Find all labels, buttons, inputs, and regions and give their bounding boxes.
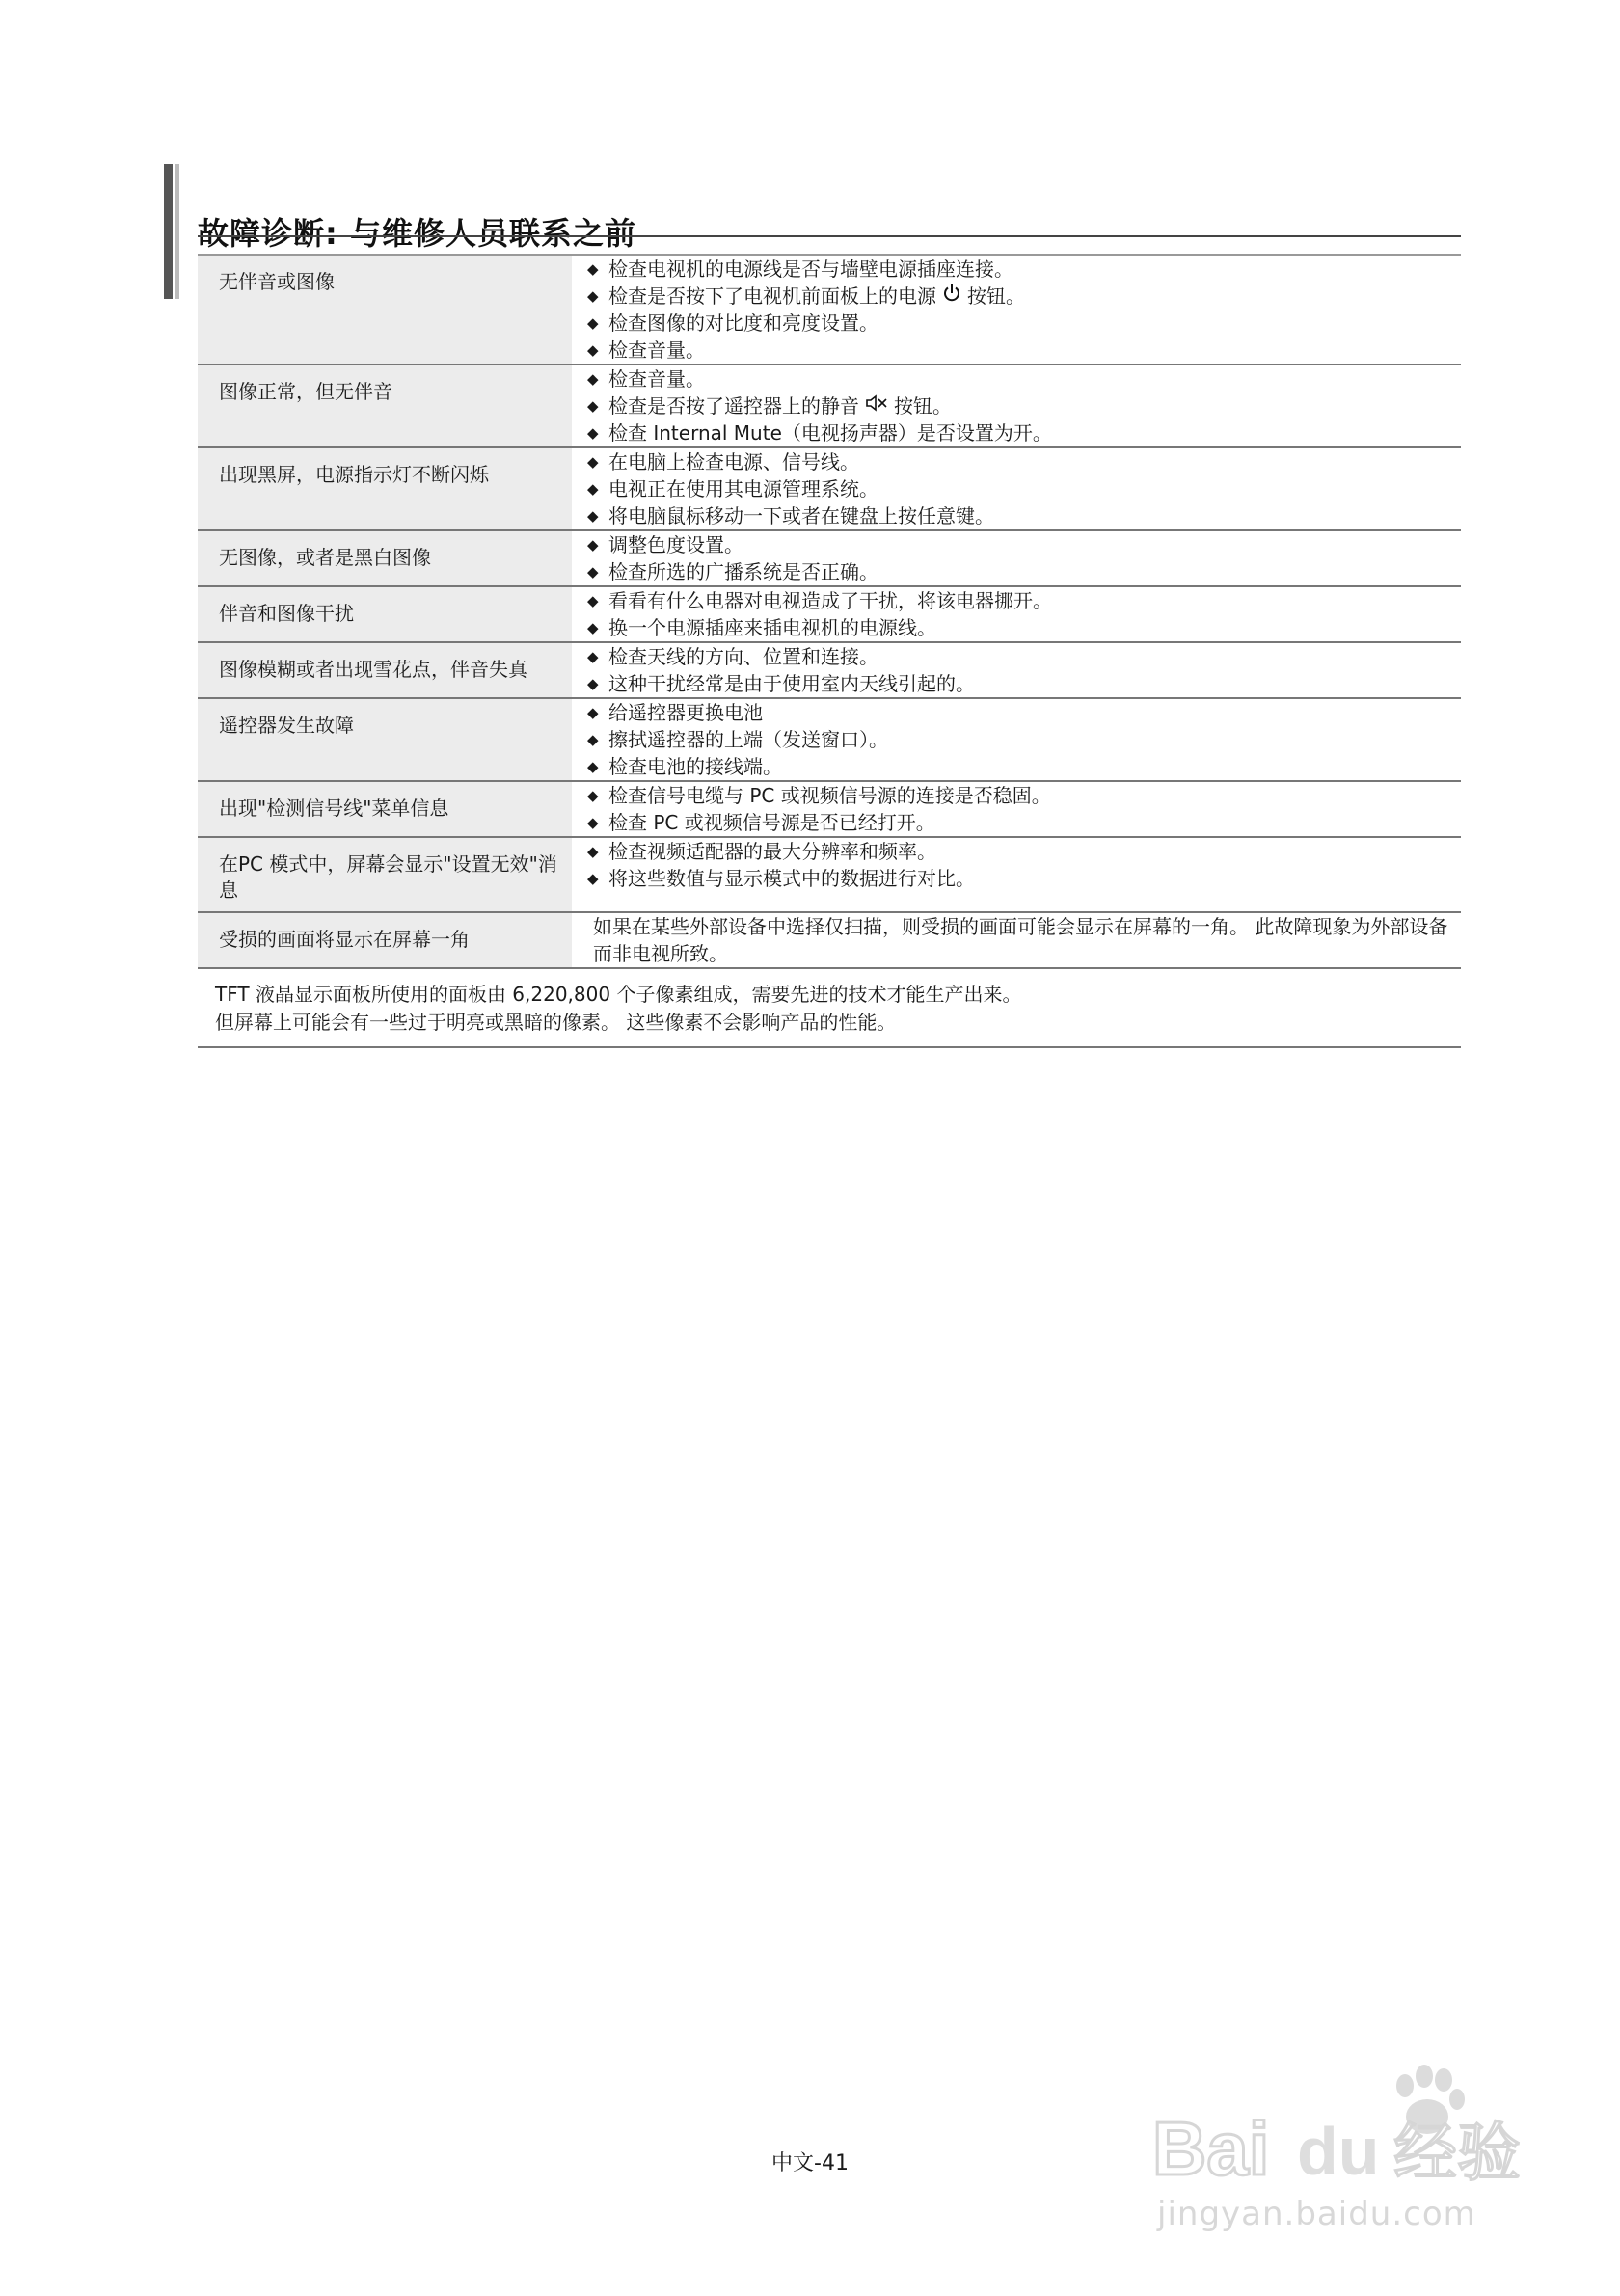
table-row: [198, 531, 1461, 587]
troubleshooting-rows: [198, 254, 1461, 969]
remedy-item: [587, 337, 1461, 364]
section-marker-bar-light: [175, 164, 179, 299]
remedy-text-suffix: 按钮。: [967, 284, 1025, 308]
page-number: 中文-41: [771, 2151, 849, 2175]
diamond-bullet-icon: ◆: [587, 731, 599, 748]
remedy-item: [587, 726, 1461, 753]
remedy-cell: [572, 448, 1461, 529]
remedy-paragraph: 如果在某些外部设备中选择仅扫描，则受损的画面可能会显示在屏幕的一角。 此故障现象为外部设备而非电视所致。: [593, 915, 1448, 965]
remedy-text: 检查视频适配器的最大分辨率和频率。: [608, 840, 936, 863]
symptom-cell: 受损的画面将显示在屏幕一角: [198, 913, 572, 967]
remedy-item: [587, 365, 1461, 392]
table-row: [198, 838, 1461, 913]
troubleshooting-table: [198, 254, 1461, 1048]
remedy-text: 电视正在使用其电源管理系统。: [608, 477, 878, 500]
remedy-item: [587, 865, 1461, 892]
diamond-bullet-icon: ◆: [587, 453, 599, 471]
remedy-text: 检查音量。: [608, 367, 705, 391]
pixel-note: [198, 969, 1461, 1048]
pixel-note-line-1: TFT 液晶显示面板所使用的面板由 6,220,800 个子像素组成，需要先进的技术才能生产出来。: [215, 983, 1022, 1006]
remedy-text: 检查图像的对比度和亮度设置。: [608, 311, 878, 335]
remedy-item: [587, 502, 1461, 529]
baidu-jingyan-watermark: [1152, 2039, 1538, 2194]
svg-text:经验: 经验: [1393, 2116, 1521, 2190]
diamond-bullet-icon: ◆: [587, 758, 599, 775]
table-row: [198, 254, 1461, 365]
remedy-text: 检查是否按下了电视机前面板上的电源: [608, 284, 936, 308]
remedy-text: 这种干扰经常是由于使用室内天线引起的。: [608, 672, 975, 695]
remedy-text: 检查信号电缆与 PC 或视频信号源的连接是否稳固。: [608, 784, 1051, 807]
remedy-text: 检查所选的广播系统是否正确。: [608, 560, 878, 583]
remedy-item: [587, 448, 1461, 475]
diamond-bullet-icon: ◆: [587, 341, 599, 359]
table-row: [198, 782, 1461, 838]
symptom-cell: 图像模糊或者出现雪花点，伴音失真: [198, 643, 572, 697]
diamond-bullet-icon: ◆: [587, 370, 599, 388]
remedy-text: 换一个电源插座来插电视机的电源线。: [608, 616, 936, 639]
remedy-item: [587, 782, 1461, 809]
remedy-text: 检查电池的接线端。: [608, 755, 782, 778]
diamond-bullet-icon: ◆: [587, 397, 599, 415]
symptom-cell: 无图像，或者是黑白图像: [198, 531, 572, 585]
remedy-cell: [572, 699, 1461, 780]
diamond-bullet-icon: ◆: [587, 843, 599, 860]
remedy-item: [587, 614, 1461, 641]
pixel-note-line-2: 但屏幕上可能会有一些过于明亮或黑暗的像素。 这些像素不会影响产品的性能。: [215, 1011, 897, 1034]
remedy-item: [587, 587, 1461, 614]
mute-icon: [865, 392, 888, 419]
diamond-bullet-icon: ◆: [587, 314, 599, 332]
remedy-text: 擦拭遥控器的上端（发送窗口）。: [608, 728, 888, 751]
remedy-item: [587, 419, 1461, 446]
remedy-item: [587, 558, 1461, 585]
symptom-cell: 出现黑屏，电源指示灯不断闪烁: [198, 448, 572, 529]
remedy-cell: [572, 587, 1461, 641]
diamond-bullet-icon: ◆: [587, 675, 599, 692]
page-title: 故障诊断: 与维修人员联系之前: [198, 215, 636, 253]
title-divider: [198, 235, 1461, 237]
watermark-url: jingyan.baidu.com: [1157, 2195, 1476, 2233]
diamond-bullet-icon: ◆: [587, 592, 599, 609]
diamond-bullet-icon: ◆: [587, 536, 599, 554]
diamond-bullet-icon: ◆: [587, 507, 599, 525]
diamond-bullet-icon: ◆: [587, 814, 599, 831]
table-row: [198, 643, 1461, 699]
remedy-item: [587, 670, 1461, 697]
remedy-cell: [572, 531, 1461, 585]
remedy-item: [587, 531, 1461, 558]
remedy-item: [587, 838, 1461, 865]
remedy-text: 检查是否按了遥控器上的静音: [608, 394, 859, 418]
svg-text:du: du: [1297, 2114, 1380, 2189]
diamond-bullet-icon: ◆: [587, 424, 599, 442]
remedy-item: [587, 310, 1461, 337]
remedy-item: [587, 256, 1461, 283]
remedy-text: 在电脑上检查电源、信号线。: [608, 450, 859, 473]
table-row: [198, 365, 1461, 448]
diamond-bullet-icon: ◆: [587, 260, 599, 278]
diamond-bullet-icon: ◆: [587, 480, 599, 498]
remedy-text: 检查电视机的电源线是否与墙壁电源插座连接。: [608, 257, 1013, 281]
symptom-cell: 在PC 模式中，屏幕会显示"设置无效"消息: [198, 838, 572, 911]
remedy-cell: [572, 913, 1461, 967]
remedy-cell: [572, 782, 1461, 836]
remedy-item: [587, 283, 1461, 310]
remedy-text: 给遥控器更换电池: [608, 701, 763, 724]
remedy-text: 看看有什么电器对电视造成了干扰，将该电器挪开。: [608, 589, 1052, 612]
symptom-cell: 出现"检测信号线"菜单信息: [198, 782, 572, 836]
remedy-text: 检查 PC 或视频信号源是否已经打开。: [608, 811, 935, 834]
remedy-item: [587, 753, 1461, 780]
remedy-cell: [572, 365, 1461, 446]
svg-text:Bai: Bai: [1152, 2106, 1270, 2191]
symptom-cell: 遥控器发生故障: [198, 699, 572, 780]
remedy-text: 将电脑鼠标移动一下或者在键盘上按任意键。: [608, 504, 994, 527]
diamond-bullet-icon: ◆: [587, 870, 599, 887]
remedy-cell: [572, 256, 1461, 364]
remedy-cell: [572, 643, 1461, 697]
remedy-cell: [572, 838, 1461, 911]
remedy-text: 检查 Internal Mute（电视扬声器）是否设置为开。: [608, 421, 1052, 445]
diamond-bullet-icon: ◆: [587, 619, 599, 636]
remedy-text: 检查天线的方向、位置和连接。: [608, 645, 878, 668]
remedy-item: [587, 643, 1461, 670]
remedy-text-suffix: 按钮。: [894, 394, 952, 418]
symptom-cell: 无伴音或图像: [198, 256, 572, 364]
remedy-item: [587, 392, 1461, 419]
table-row: [198, 587, 1461, 643]
diamond-bullet-icon: ◆: [587, 787, 599, 804]
section-marker-bar: [164, 164, 173, 299]
table-row: [198, 913, 1461, 969]
table-row: [198, 699, 1461, 782]
symptom-cell: 伴音和图像干扰: [198, 587, 572, 641]
remedy-item: [587, 809, 1461, 836]
remedy-item: [587, 475, 1461, 502]
table-row: [198, 448, 1461, 531]
remedy-item: [587, 699, 1461, 726]
diamond-bullet-icon: ◆: [587, 648, 599, 665]
symptom-cell: 图像正常，但无伴音: [198, 365, 572, 446]
diamond-bullet-icon: ◆: [587, 287, 599, 305]
remedy-text: 将这些数值与显示模式中的数据进行对比。: [608, 867, 975, 890]
diamond-bullet-icon: ◆: [587, 704, 599, 721]
remedy-text: 检查音量。: [608, 338, 705, 362]
diamond-bullet-icon: ◆: [587, 563, 599, 581]
remedy-text: 调整色度设置。: [608, 533, 743, 556]
power-icon: [942, 283, 961, 310]
